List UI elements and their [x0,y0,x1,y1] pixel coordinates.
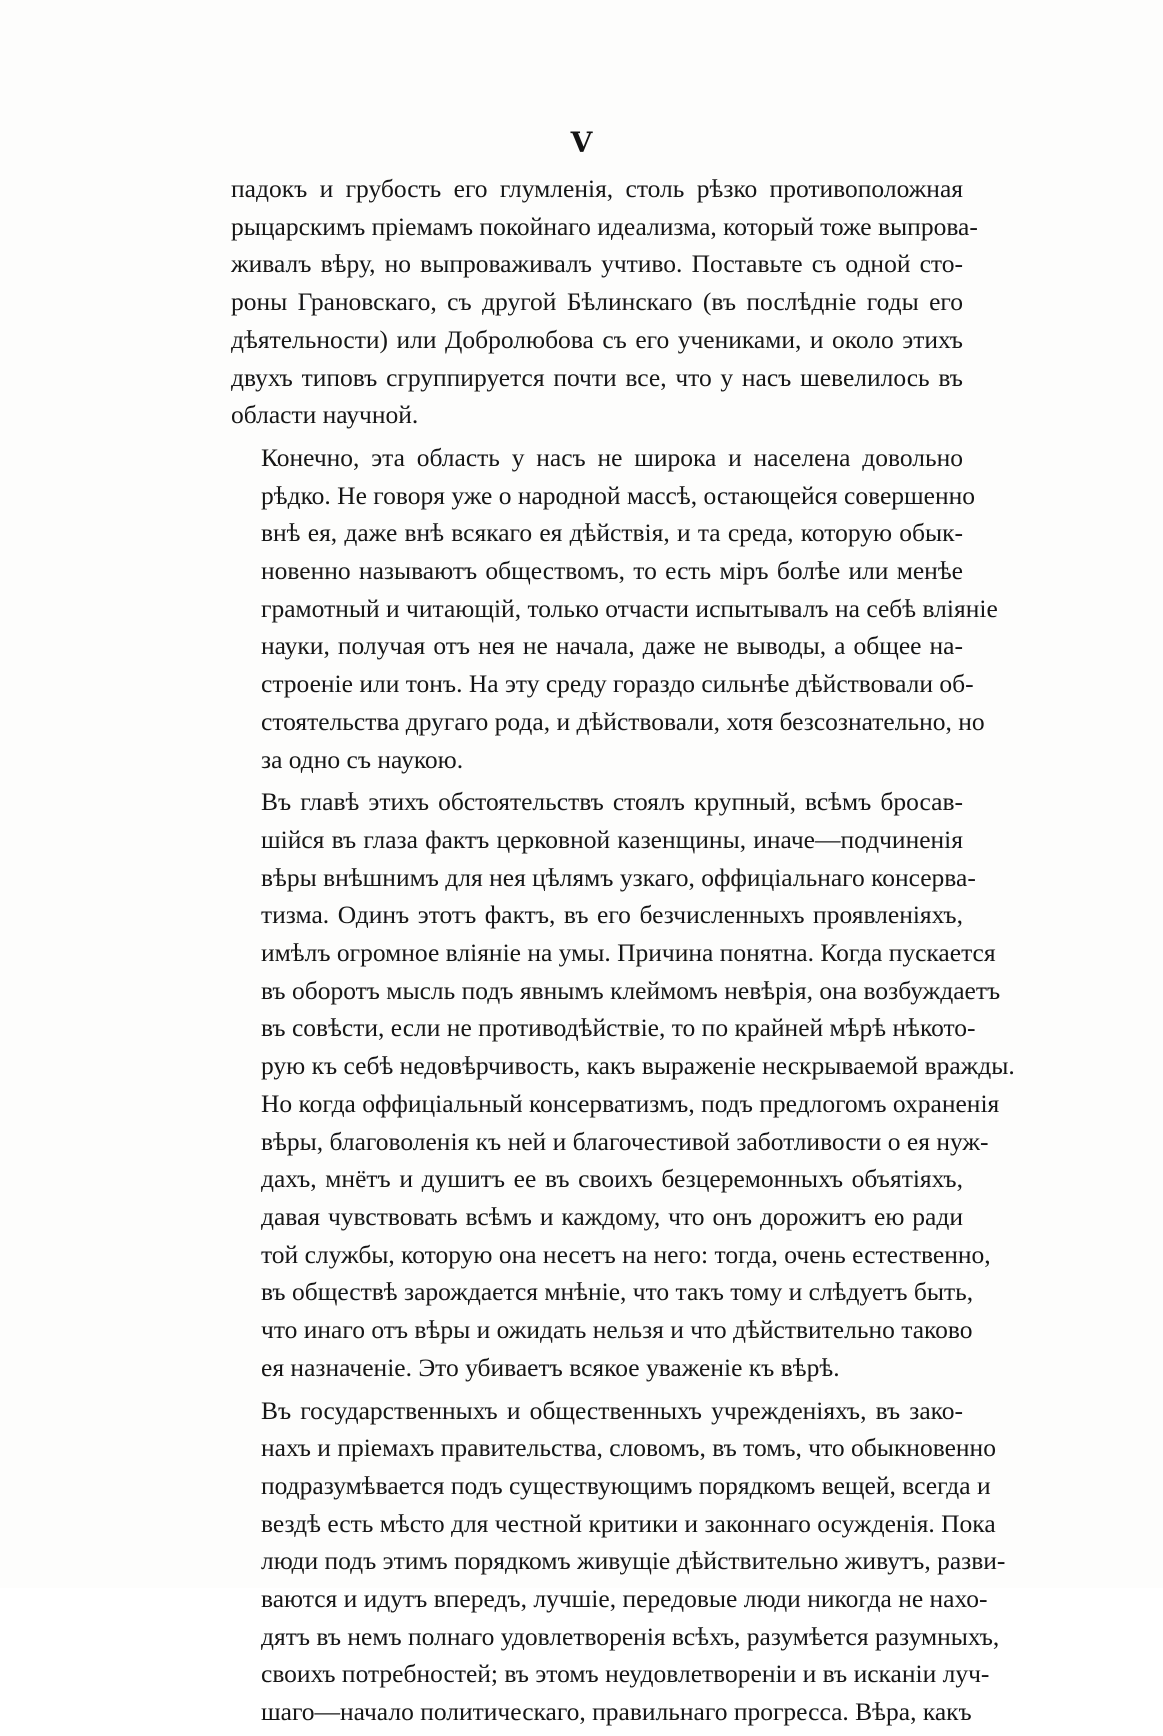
text-line: двухъ типовъ сгруппируется почти все, что у насъ шевелилось въ [231,362,963,392]
text-line: роны Грановскаго, съ другой Бѣлинскаго (въ послѣдніе годы его [231,287,963,317]
text-line: рую къ себѣ недовѣрчивость, какъ выраженіе нескрываемой вражды. [261,1051,1015,1081]
paragraph-2 [231,439,998,778]
text-line: области научной. [231,400,419,430]
text-line: Конечно, эта область у насъ не широка и населена довольно [261,442,963,472]
text-line: науки, получая отъ нея не начала, даже не выводы, а общее на- [261,631,963,661]
text-line: за одно съ наукою. [261,744,464,774]
text-line: той службы, которую она несетъ на него: тогда, очень естественно, [261,1239,991,1269]
text-line: шійся въ глаза фактъ церковной казенщины, иначе—подчиненія [261,824,963,854]
text-line: стоятельства другаго рода, и дѣйствовали, хотя безсознательно, но [261,706,985,736]
text-line: новенно называютъ обществомъ, то есть міръ болѣе или менѣе [261,556,963,586]
paragraph-3 [231,783,1015,1386]
text-line: что инаго отъ вѣры и ожидать нельзя и что дѣйствительно таково [261,1315,973,1345]
text-line: строеніе или тонъ. На эту среду гораздо сильнѣе дѣйствовали об- [261,669,974,699]
text-line: имѣлъ огромное вліяніе на умы. Причина понятна. Когда пускается [261,938,996,968]
text-line: Въ главѣ этихъ обстоятельствъ стоялъ крупный, всѣмъ бросав- [261,787,963,817]
text-line: въ оборотъ мысль подъ явнымъ клеймомъ невѣрія, она возбуждаетъ [261,975,1001,1005]
page-number: V [570,126,593,159]
text-line: ея назначеніе. Это убиваетъ всякое уваженіе къ вѣрѣ. [261,1352,840,1382]
text-line: вездѣ есть мѣсто для честной критики и законнаго осужденія. Пока [261,1508,996,1538]
paragraph-1 [231,170,978,434]
text-line: грамотный и читающій, только отчасти испытывалъ на себѣ вліяніе [261,593,998,623]
text-line: давая чувствовать всѣмъ и каждому, что онъ дорожитъ ею ради [261,1201,963,1231]
text-line: тизма. Одинъ этотъ фактъ, въ его безчисленныхъ проявленіяхъ, [261,900,963,930]
body-text [231,170,1015,1736]
text-line: вѣры внѣшнимъ для нея цѣлямъ узкаго, оффиціальнаго консерва- [261,862,976,892]
text-line: падокъ и грубость его глумленія, столь рѣзко противоположная [231,174,963,203]
text-line: дятъ въ немъ полнаго удовлетворенія всѣхъ, разумѣется разумныхъ, [261,1621,1000,1651]
text-line: нахъ и пріемахъ правительства, словомъ, въ томъ, что обыкновенно [261,1433,996,1463]
text-line: подразумѣвается подъ существующимъ порядкомъ вещей, всегда и [261,1470,991,1500]
text-line: рѣдко. Не говоря уже о народной массѣ, остающейся совершенно [261,480,976,510]
text-line: живалъ вѣру, но выпроваживалъ учтиво. Поставьте съ одной сто- [231,249,963,279]
paragraph-4 [231,1392,1006,1731]
text-line: своихъ потребностей; въ этомъ неудовлетвореніи и въ исканіи луч- [261,1659,990,1689]
text-line: въ совѣсти, если не противодѣйствіе, то по крайней мѣрѣ нѣкото- [261,1013,976,1043]
text-line: Но когда оффиціальный консерватизмъ, подъ предлогомъ охраненія [261,1088,1000,1118]
text-line: вѣры, благоволенія къ ней и благочестивой заботливости о ея нуж- [261,1126,989,1156]
text-line: рыцарскимъ пріемамъ покойнаго идеализма, который тоже выпрова- [231,211,978,241]
text-line: люди подъ этимъ порядкомъ живущіе дѣйствительно живутъ, разви- [261,1546,1006,1576]
text-line: Въ государственныхъ и общественныхъ учрежденіяхъ, въ зако- [261,1395,963,1425]
text-line: внѣ ея, даже внѣ всякаго ея дѣйствія, и та среда, которую обык- [261,518,963,548]
text-line: ваются и идутъ впередъ, лучшіе, передовые люди никогда не нахо- [261,1584,988,1614]
text-line: дахъ, мнётъ и душитъ ее въ своихъ безцеремонныхъ объятіяхъ, [261,1164,963,1194]
text-line: шаго—начало политическаго, правильнаго прогресса. Вѣра, какъ [261,1697,972,1727]
text-line: въ обществѣ зарождается мнѣніе, что такъ тому и слѣдуетъ быть, [261,1277,974,1307]
text-line: дѣятельности) или Добролюбова съ его учениками, и около этихъ [231,324,963,354]
